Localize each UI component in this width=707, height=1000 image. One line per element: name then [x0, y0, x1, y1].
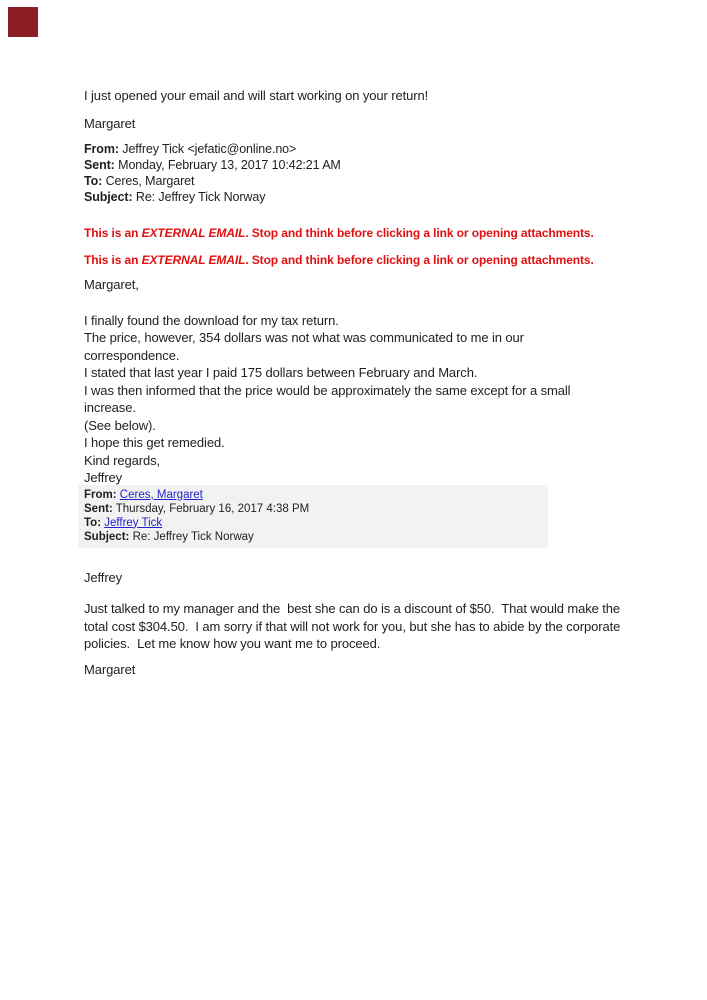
email2-body: Just talked to my manager and the best she can do is a discount of $50. That would make the total cost $304.50. I am sorry if that will not work for you, but she has to abide by the corporate policies. Let me know how you want me to proceed.	[84, 601, 624, 651]
email-thread	[84, 87, 624, 678]
email1-body-line: The price, however, 354 dollars was not what was communicated to me in our correspondence.	[84, 330, 524, 363]
email-header-original	[84, 141, 614, 205]
header-label: To:	[84, 516, 102, 529]
quoted-email-header	[78, 485, 548, 548]
quoted-header-row-sent	[84, 502, 544, 516]
header-label: Sent:	[84, 502, 113, 515]
email1-body-line: I was then informed that the price would be approximately the same except for a small increase.	[84, 382, 571, 415]
warning-suffix: . Stop and think before clicking a link or opening attachments.	[245, 253, 594, 267]
email1-body-line: I stated that last year I paid 175 dollars between February and March.	[84, 365, 478, 380]
warning-prefix: This is an	[84, 226, 142, 240]
quoted-header-row-to	[84, 516, 544, 530]
header-row-from	[84, 141, 614, 157]
email2-greeting: Jeffrey	[84, 569, 123, 585]
header-label: Subject:	[84, 190, 133, 204]
quoted-header-row-subject	[84, 530, 544, 544]
header-row-subject	[84, 189, 614, 205]
email1-signature: Jeffrey	[84, 470, 123, 485]
quoted-header-value-subject: Re: Jeffrey Tick Norway	[132, 530, 254, 543]
warning-emphasis: EXTERNAL EMAIL	[141, 226, 246, 240]
email1-body-line: I hope this get remedied.	[84, 435, 225, 450]
header-row-to	[84, 173, 614, 189]
quoted-header-value-sent: Thursday, February 16, 2017 4:38 PM	[115, 502, 310, 515]
external-email-warning-1	[84, 227, 614, 240]
email1-body-line: Kind regards,	[84, 452, 161, 468]
email1-greeting: Margaret,	[84, 277, 139, 292]
email1-body	[84, 312, 614, 487]
header-label: Subject:	[84, 530, 130, 543]
header-value-to: Ceres, Margaret	[105, 174, 195, 188]
recipient-link[interactable]: Jeffrey Tick	[104, 516, 163, 529]
header-row-sent	[84, 157, 614, 173]
reply-ack-line: I just opened your email and will start working on your return!	[84, 88, 429, 103]
header-value-sent: Monday, February 13, 2017 10:42:21 AM	[118, 158, 341, 172]
header-label: To:	[84, 174, 103, 188]
header-label: From:	[84, 488, 117, 501]
red-square-marker	[8, 7, 38, 37]
header-value-from: Jeffrey Tick <jefatic@online.no>	[122, 142, 297, 156]
header-label: From:	[84, 142, 119, 156]
sender-link[interactable]: Ceres, Margaret	[119, 488, 203, 501]
reply-ack-signature: Margaret	[84, 115, 136, 131]
email1-body-line: I finally found the download for my tax return.	[84, 312, 339, 328]
warning-emphasis: EXTERNAL EMAIL	[141, 253, 246, 267]
email2-signature: Margaret	[84, 661, 136, 677]
warning-suffix: . Stop and think before clicking a link or opening attachments.	[245, 226, 594, 240]
warning-prefix: This is an	[84, 253, 142, 267]
quoted-header-row-from	[84, 488, 544, 502]
header-value-subject: Re: Jeffrey Tick Norway	[135, 190, 266, 204]
email1-body-line: (See below).	[84, 417, 156, 433]
external-email-warning-2	[84, 254, 614, 267]
header-label: Sent:	[84, 158, 115, 172]
